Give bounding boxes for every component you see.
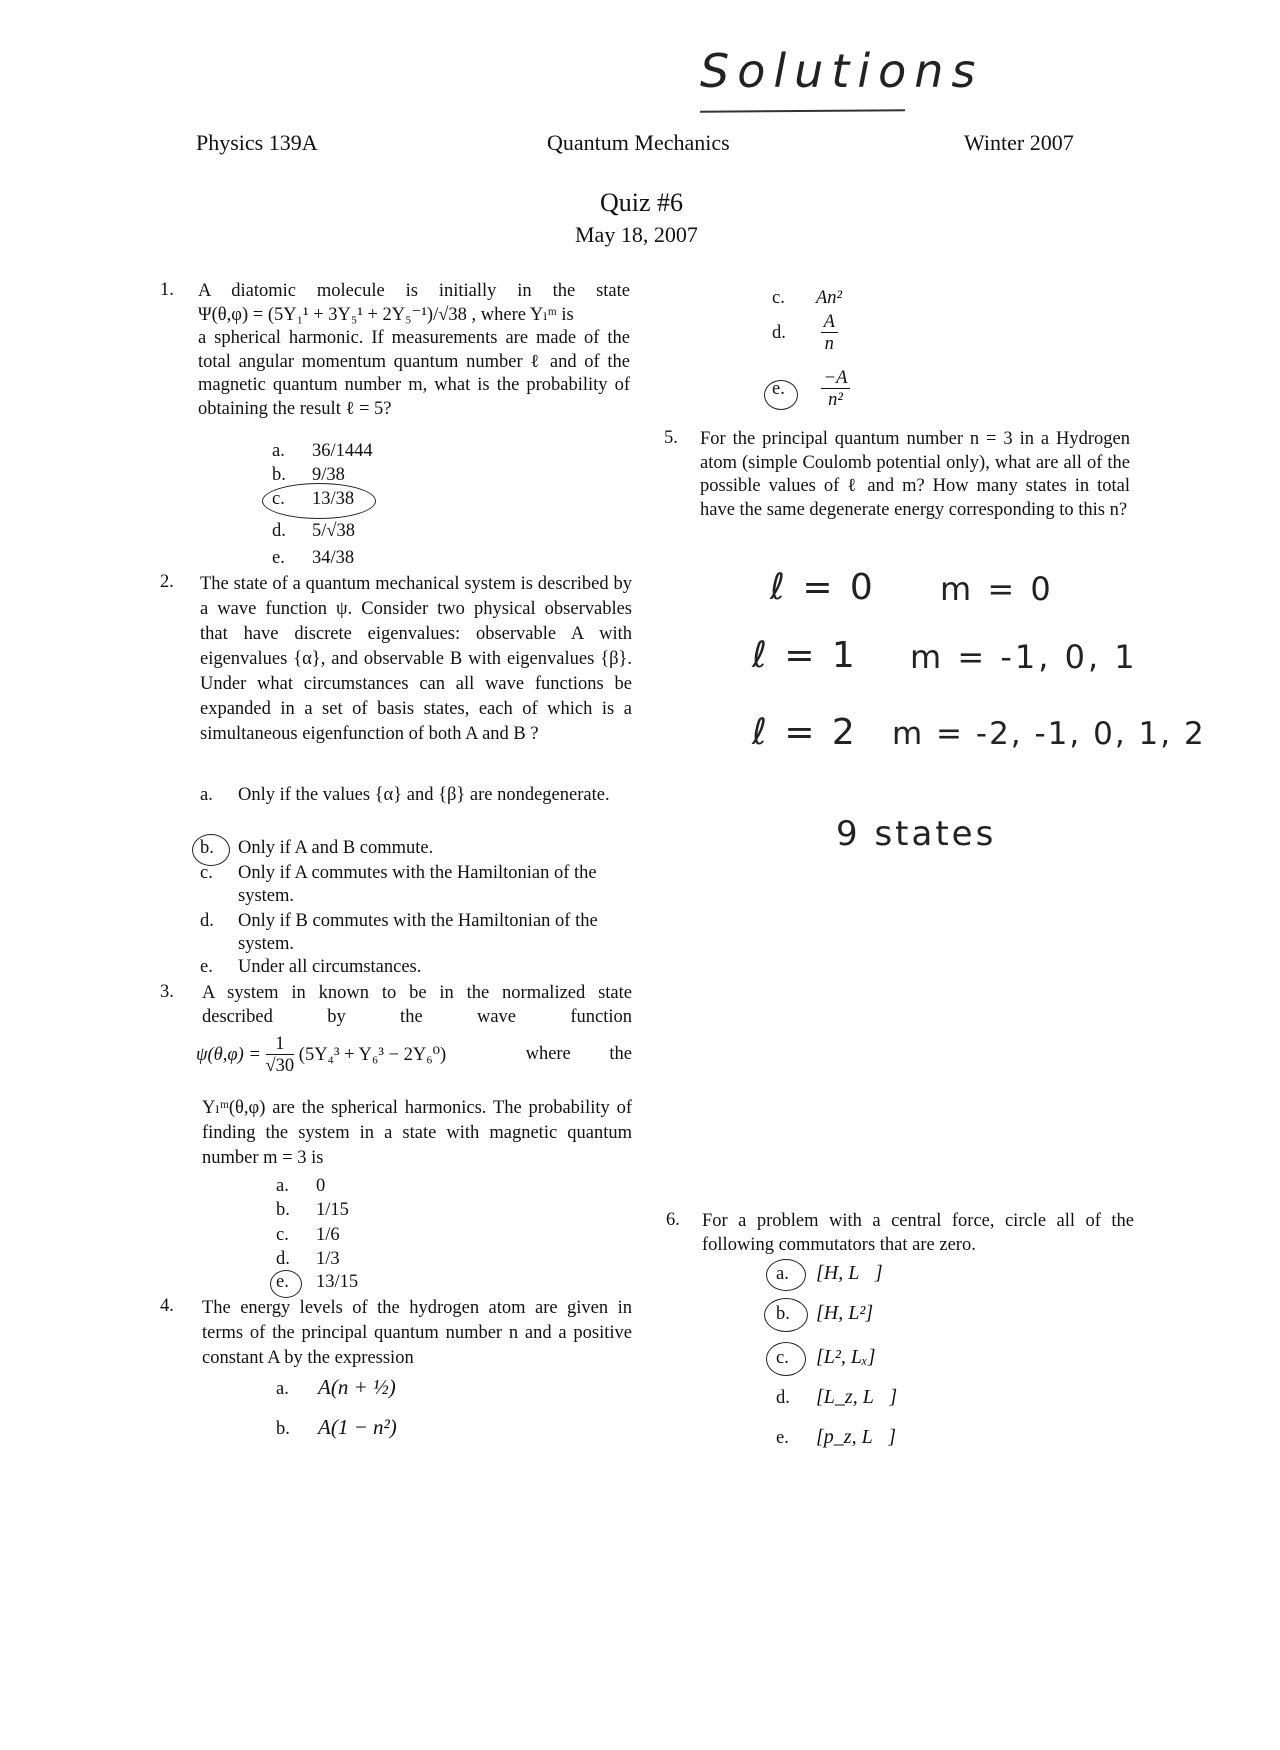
course-name: Physics 139A <box>196 130 318 155</box>
q5-answer-l1: ℓ = 1 <box>752 635 858 676</box>
q1-option-a[interactable]: a. 36/1444 <box>272 441 373 461</box>
q5-answer-m0: m = 0 <box>940 570 1054 608</box>
q1-number: 1. <box>160 280 174 300</box>
q1-option-e[interactable]: e. 34/38 <box>272 548 355 568</box>
handwritten-title: Solutions <box>700 44 984 98</box>
quiz-title: Quiz #6 <box>600 188 684 217</box>
q6-answer-circle-b <box>764 1298 808 1332</box>
q6-option-c[interactable]: c. [L², Lₓ] <box>776 1346 876 1368</box>
q2-option-a[interactable]: a. Only if the values {α} and {β} are nondegenerate. <box>200 785 610 805</box>
q5-answer-m1: m = -1, 0, 1 <box>910 638 1138 676</box>
q1-option-c[interactable]: c. 13/38 <box>272 489 355 509</box>
q2-number: 2. <box>160 572 174 592</box>
q3-option-e[interactable]: e. 13/15 <box>276 1272 359 1292</box>
q1-answer-circle <box>262 483 376 519</box>
q5-number: 5. <box>664 428 678 448</box>
q1-option-d[interactable]: d. 5/√38 <box>272 521 356 541</box>
q6-answer-circle-a <box>766 1259 806 1291</box>
q3-option-c[interactable]: c. 1/6 <box>276 1225 340 1245</box>
q6-number: 6. <box>666 1210 680 1230</box>
q1-state-equation: Ψ(θ,φ) = (5Y₁¹ + 3Y₅¹ + 2Y₅⁻¹)/√38 , where Yₗᵐ is <box>198 304 574 325</box>
title-underline <box>700 109 905 112</box>
q4-option-d[interactable]: d. $\frac{A}{n}$ <box>772 312 838 355</box>
q4-option-b[interactable]: b. A(1 − n²) <box>276 1415 397 1439</box>
q5-answer-l0: ℓ = 0 <box>770 567 876 608</box>
q5-text: For the principal quantum number n = 3 in a Hydrogen atom (simple Coulomb potential only), what are all of the possible values of ℓ and m? How many states in total have the same degenerate energy corresponding to this n? <box>700 429 1130 520</box>
q2-option-b[interactable]: b. Only if A and B commute. <box>200 838 434 858</box>
q3-equation: ψ(θ,φ) = $\frac{1}{√30}$ (5Y₄³ + Y₆³ − 2Y₆⁰) where the <box>196 1034 632 1076</box>
q6-option-b[interactable]: b. [H, L²] <box>776 1302 874 1324</box>
q5-answer-total: 9 states <box>836 814 997 854</box>
q3-option-b[interactable]: b. 1/15 <box>276 1200 349 1220</box>
q4-option-e[interactable]: e. $\frac{-A}{\text{n²}}$ <box>772 368 850 411</box>
q6-option-a[interactable]: a. [H, L⃗] <box>776 1262 883 1284</box>
q2-option-c[interactable]: c. Only if A commutes with the Hamiltonian of the system. <box>200 863 597 906</box>
q6-text: For a problem with a central force, circle all of the following commutators that are zero. <box>702 1211 1134 1255</box>
subject: Quantum Mechanics <box>547 130 730 155</box>
q3-option-d[interactable]: d. 1/3 <box>276 1249 340 1269</box>
q1-option-b[interactable]: b. 9/38 <box>272 465 345 485</box>
q6-option-d[interactable]: d. [L_z, L⃗] <box>776 1386 898 1408</box>
q2-option-e[interactable]: e. Under all circumstances. <box>200 957 422 977</box>
q5-answer-l2: ℓ = 2 <box>752 712 858 753</box>
quiz-date: May 18, 2007 <box>575 222 698 247</box>
q4-answer-circle <box>764 380 798 410</box>
q3-number: 3. <box>160 982 174 1002</box>
q5-answer-m2: m = -2, -1, 0, 1, 2 <box>892 716 1206 752</box>
q6-answer-circle-c <box>766 1342 806 1376</box>
q4-option-c[interactable]: c. An² <box>772 288 843 308</box>
q3-text-b: Yₗᵐ(θ,φ) are the spherical harmonics. The probability of finding the system in a state with magnetic quantum number m = 3 is <box>202 1098 632 1168</box>
q2-text: The state of a quantum mechanical system is described by a wave function ψ. Consider two physical observables that have discrete eigenvalues: observable A with eigenvalues {α}, and observable B with eigenvalues {β}. Under what circumstances can all wave functions be expanded in a set of basis states, each of which is a simultaneous eigenfunction of both A and B ? <box>200 574 632 744</box>
term: Winter 2007 <box>964 130 1074 155</box>
q4-option-a[interactable]: a. A(n + ½) <box>276 1375 396 1399</box>
q1-text-a: A diatomic molecule is initially in the state <box>198 281 630 301</box>
q4-number: 4. <box>160 1296 174 1316</box>
q3-text-a: A system in known to be in the normalized state described by the wave function <box>202 983 632 1027</box>
q1-text <box>198 280 630 421</box>
q3-equation-fraction: $\frac{1}{√30}$ <box>265 1034 295 1076</box>
q4-text: The energy levels of the hydrogen atom are given in terms of the principal quantum number n and a positive constant A by the expression <box>202 1298 632 1368</box>
q6-option-e[interactable]: e. [p_z, L⃗] <box>776 1426 897 1448</box>
q1-text-b: a spherical harmonic. If measurements are made of the total angular momentum quantum number ℓ and of the magnetic quantum number m, what is the probability of obtaining the result ℓ = 5? <box>198 328 630 419</box>
q3-option-a[interactable]: a. 0 <box>276 1176 326 1196</box>
q2-option-d[interactable]: d. Only if B commutes with the Hamiltonian of the system. <box>200 911 598 954</box>
q3-answer-circle <box>270 1270 302 1298</box>
